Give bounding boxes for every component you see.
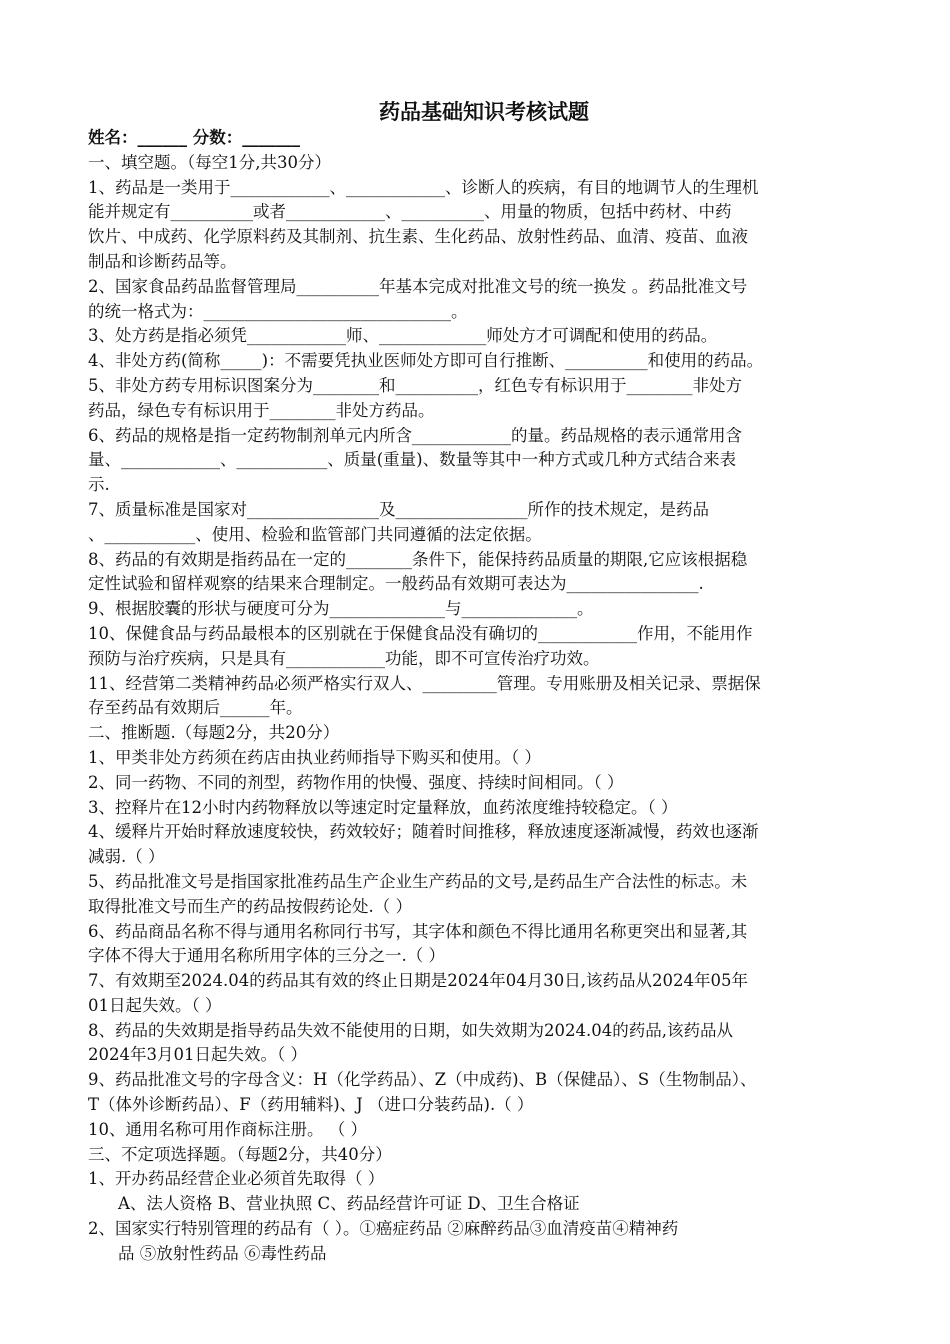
text-line: 一、填空题。（每空1分,共30分） (88, 152, 331, 172)
text-line: 药品，绿色专有标识用于________非处方药品。 (88, 400, 435, 420)
text-line: 二、推断题.（每题2分，共20分） (88, 723, 340, 743)
text-line: 4、缓释片开始时释放速度较快，药效较好；随着时间推移，释放速度逐渐减慢，药效也逐渐 (88, 822, 759, 842)
text-line: 10、保健食品与药品最根本的区别就在于保健食品没有确切的____________作用，不能用作 (88, 623, 753, 643)
text-line: 的统一格式为：______________________________。 (88, 301, 468, 321)
text-line: 2、国家食品药品监督管理局__________年基本完成对批准文号的统一换发 。药品批准文号 (88, 276, 748, 296)
text-line: 5、药品批准文号是指国家批准药品生产企业生产药品的文号,是药品生产合法性的标志。未 (88, 871, 748, 891)
text-line: 3、处方药是指必须凭____________师、_____________师处方才可调配和使用的药品。 (88, 326, 718, 346)
text-line: 存至药品有效期后______年。 (88, 698, 303, 718)
text-line: 11、经营第二类精神药品必须严格实行双人、_________管理。专用账册及相关记录、票据保 (88, 673, 761, 693)
text-line: 8、药品的失效期是指导药品失效不能使用的日期，如失效期为2024.04的药品,该药品从 (88, 1020, 733, 1040)
text-line: 9、药品批准文号的字母含义：H（化学药品）、Z（中成药)、B（保健品）、S（生物制品）、 (88, 1070, 757, 1090)
text-line: 预防与治疗疾病，只是具有____________功能，即不可宣传治疗功效。 (88, 648, 600, 668)
text-line: 1、药品是一类用于____________、____________、诊断人的疾病，有目的地调节人的生理机 (88, 177, 759, 197)
text-line: 6、药品商品名称不得与通用名称同行书写，其字体和颜色不得比通用名称更突出和显著,其 (88, 921, 748, 941)
text-line: 3、控释片在12小时内药物释放以等速定时定量释放，血药浓度维持较稳定。（ ） (88, 797, 678, 817)
text-line: 9、根据胶囊的形状与硬度可分为______________与______________。 (88, 599, 594, 619)
text-line: 2024年3月01日起失效。（ ） (88, 1045, 307, 1065)
text-line: 2、同一药物、不同的剂型，药物作用的快慢、强度、持续时间相同。（ ） (88, 772, 624, 792)
text-line: 能并规定有__________或者____________、__________、用量的物质，包括中药材、中药 (88, 202, 732, 222)
text-line: 6、药品的规格是指一定药物制剂单元内所含____________的量。药品规格的表示通常用含 (88, 425, 742, 445)
text-line: 字体不得大于通用名称所用字体的三分之一.（ ） (88, 946, 445, 966)
text-line: 量、____________、___________、质量(重量)、数量等其中一种方式或几种方式结合来表 (88, 450, 737, 470)
question-lines (88, 151, 870, 1267)
text-line: 示. (88, 475, 110, 495)
exam-title: 药品基础知识考核试题 (379, 99, 589, 124)
text-line: 取得批准文号而生产的药品按假药论处.（ ） (88, 896, 412, 916)
text-line: 4、非处方药(简称_____)：不需要凭执业医师处方即可自行推断、__________和使用的药品。 (88, 351, 764, 371)
text-line: 2、国家实行特别管理的药品有（ ）。①癌症药品 ②麻醉药品③血清疫苗④精神药 (88, 1219, 679, 1239)
text-line: 8、药品的有效期是指药品在一定的________条件下，能保持药品质量的期限,它应该根据稳 (88, 549, 748, 569)
text-line: 5、非处方药专用标识图案分为________和__________，红色专有标识用于________非处方 (88, 375, 742, 395)
text-line: 10、通用名称可用作商标注册。 （ ） (88, 1119, 367, 1139)
text-line: 1、甲类非处方药须在药店由执业药师指导下购买和使用。（ ） (88, 747, 541, 767)
exam-page (88, 98, 870, 1267)
name-score-header: 姓名：______ 分数：_______ (88, 128, 300, 147)
text-line: 1、开办药品经营企业必须首先取得（ ） (88, 1169, 385, 1189)
text-line: 定性试验和留样观察的结果来合理制定。一般药品有效期可表达为________________. (88, 574, 704, 594)
text-line: 制品和诊断药品等。 (88, 251, 237, 271)
text-line: 减弱.（ ） (88, 847, 165, 867)
text-line: A、法人资格 B、营业执照 C、药品经营许可证 D、卫生合格证 (118, 1194, 580, 1214)
text-line: 品 ⑤放射性药品 ⑥毒性药品 (118, 1243, 327, 1263)
text-line: T（体外诊断药品）、F（药用辅料)、J （进口分装药品).（ ） (88, 1095, 534, 1115)
text-line: 饮片、中成药、化学原料药及其制剂、抗生素、生化药品、放射性药品、血清、疫苗、血液 (88, 227, 748, 247)
text-line: 7、质量标准是国家对________________及________________所作的技术规定，是药品 (88, 499, 709, 519)
text-line: 、___________、使用、检验和监管部门共同遵循的法定依据。 (88, 524, 542, 544)
text-line: 7、有效期至2024.04的药品其有效的终止日期是2024年04月30日,该药品从2024年05年 (88, 971, 748, 991)
text-line: 三、不定项选择题。（每题2分，共40分） (88, 1144, 392, 1164)
text-line: 01日起失效。（ ） (88, 995, 222, 1015)
